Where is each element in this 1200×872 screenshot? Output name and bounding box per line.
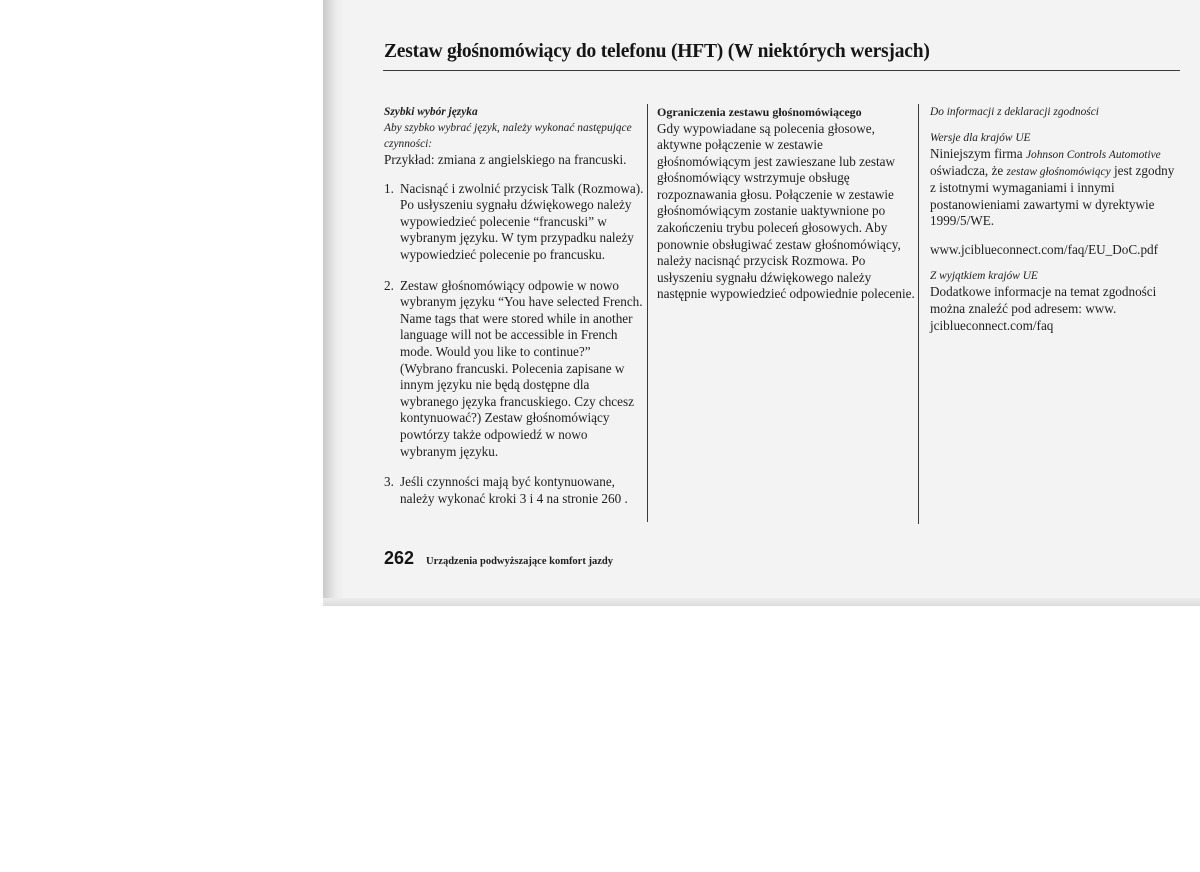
column-limitations xyxy=(657,104,919,303)
eu-text xyxy=(930,146,1180,230)
column-divider xyxy=(918,104,919,524)
list-item xyxy=(384,474,646,507)
list-item xyxy=(384,278,646,461)
section-name: Urządzenia podwyższające komfort jazdy xyxy=(426,556,613,567)
example-text: Przykład: zmiana z angielskiego na francuski. xyxy=(384,152,627,167)
intro-text: Aby szybko wybrać język, należy wykonać następujące czynności: xyxy=(384,122,632,150)
column-divider xyxy=(647,104,648,522)
eu-heading: Wersje dla krajów UE xyxy=(930,132,1031,144)
eu-text-part: Niniejszym firma xyxy=(930,146,1026,161)
page-bottom-edge xyxy=(323,598,1200,606)
page-footer xyxy=(384,548,613,569)
doc-url: www.jciblueconnect.com/faq/EU_DoC.pdf xyxy=(930,241,1159,257)
section-heading-conformity: Do informacji z deklaracji zgodności xyxy=(930,106,1099,118)
limitations-text: Gdy wypowiadane są polecenia głosowe, aktywne połączenie w zestawie głośnomówiącym jest zawieszane lub zestaw głośnomówiący wstrzymuje obsługę rozpoznawania głosu. Połączenie w zestawie głośnomówiącym zostanie uaktywnione po zakończeniu trybu poleceń głosowych. Aby ponownie obsługiwać zestaw głośnomówiący, należy nacisnąć przycisk Rozmowa. Po usłyszeniu sygnału dźwiękowego należy następnie wypowiedzieć odpowiednie polecenie. xyxy=(657,120,915,302)
step-number: 1. xyxy=(384,180,394,196)
steps-list xyxy=(384,181,646,508)
step-text: Jeśli czynności mają być kontynuowane, należy wykonać kroki 3 i 4 na stronie 260 . xyxy=(400,474,628,506)
page-binding-shadow xyxy=(323,0,345,605)
page-number: 262 xyxy=(384,548,415,568)
company-name: Johnson Controls Automotive xyxy=(1025,149,1161,161)
step-number: 2. xyxy=(384,277,394,293)
device-name: zestaw głośnomówiący xyxy=(1006,166,1111,178)
step-number: 3. xyxy=(384,474,394,490)
step-text: Zestaw głośnomówiący odpowie w nowo wybranym języku “You have selected French. Name tags that were stored while in another language will not be accessible in French mode. Would you like to continue?” (Wybrano francuski. Polecenia zapisane w innym języku nie będą dostępne dla wybranego języka francuskiego. Czy chcesz kontynuować?) Zestaw głośnomówiący powtórzy także odpowiedź w nowo wybranym języku. xyxy=(400,277,643,459)
non-eu-text: Dodatkowe informacje na temat zgodności można znaleźć pod adresem: www. jciblueconnect.com/faq xyxy=(930,284,1157,333)
non-eu-heading: Z wyjątkiem krajów UE xyxy=(930,270,1038,283)
section-heading-limitations: Ograniczenia zestawu głośnomówiącego xyxy=(657,105,862,119)
eu-text-part: jest zgodny z istotnymi wymaganiami i innymi postanowieniami zawartymi w dyrektywie 1999/5/WE. xyxy=(930,163,1175,229)
eu-text-part: oświadcza, że xyxy=(930,163,1007,178)
step-text: Nacisnąć i zwolnić przycisk Talk (Rozmowa). Po usłyszeniu sygnału dźwiękowego należy wypowiedzieć polecenie “francuski” w wybranym języku. W tym przypadku należy wypowiedzieć polecenie po francusku. xyxy=(400,180,644,262)
section-heading-quick-language: Szybki wybór języka xyxy=(384,106,478,118)
title-rule xyxy=(383,70,1180,71)
page-title: Zestaw głośnomówiący do telefonu (HFT) (W niektórych wersjach) xyxy=(384,41,930,62)
list-item xyxy=(384,181,646,264)
column-conformity xyxy=(930,104,1180,334)
column-language-selection xyxy=(384,104,646,521)
